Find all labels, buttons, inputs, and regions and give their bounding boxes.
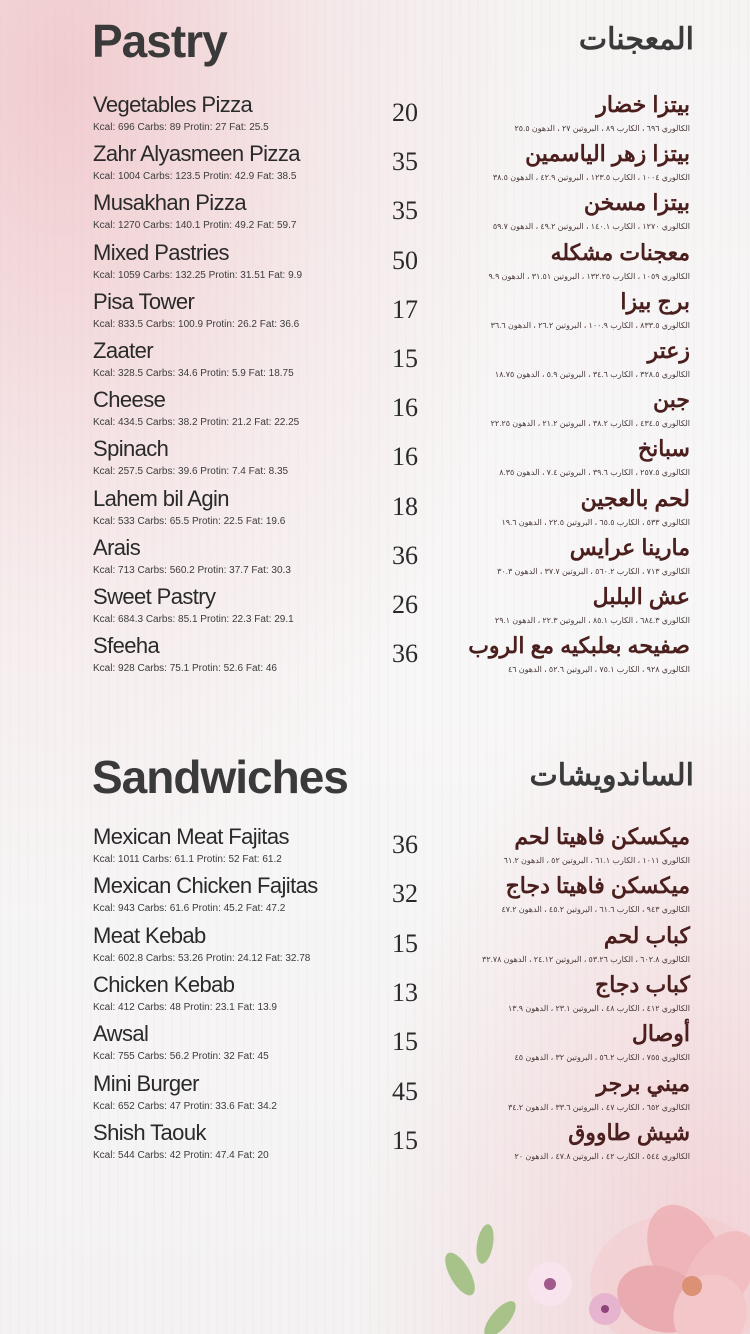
menu-item: [0, 824, 750, 872]
item-name-en: Arais: [93, 534, 141, 560]
item-price: 18: [392, 491, 418, 521]
item-name-en: Musakhan Pizza: [93, 190, 247, 216]
item-nutrition-ar: الكالوري ٧٥٥ ، الكارب ٥٦.٢ ، البروتين ٣٢ ، الدهون ٤٥: [514, 1053, 690, 1063]
item-nutrition-ar: الكالوري ٣٢٨.٥ ، الكارب ٣٤.٦ ، البروتين ٥.٩ ، الدهون ١٨.٧٥: [494, 370, 690, 379]
item-name-en: Mexican Meat Fajitas: [93, 824, 289, 849]
item-nutrition-ar: الكالوري ٦٠٢.٨ ، الكارب ٥٣.٢٦ ، البروتين ٢٤.١٢ ، الدهون ٣٢.٧٨: [482, 954, 690, 964]
item-nutrition-ar: الكالوري ٩٤٣ ، الكارب ٦١.٦ ، البروتين ٤٥.٢ ، الدهون ٤٧.٢: [501, 905, 690, 915]
item-name-ar: بيتزا زهر الياسمين: [525, 141, 690, 167]
item-name-ar: برج بيزا: [620, 288, 690, 314]
item-name-ar: زعتر: [647, 338, 690, 363]
item-name-ar: شيش طاووق: [568, 1119, 690, 1145]
item-nutrition-en: Kcal: 602.8 Carbs: 53.26 Protin: 24.12 Fat: 32.78: [93, 952, 311, 964]
item-name-en: Lahem bil Agin: [93, 485, 229, 511]
menu-item: [0, 1071, 750, 1119]
item-name-en: Pisa Tower: [93, 288, 195, 314]
item-nutrition-en: Kcal: 412 Carbs: 48 Protin: 23.1 Fat: 13.9: [93, 1001, 277, 1013]
section-title-pastry-ar: المعجنات: [578, 23, 694, 56]
item-name-ar: سبانخ: [637, 436, 690, 462]
item-name-en: Mini Burger: [93, 1070, 199, 1096]
item-price: 36: [392, 540, 418, 570]
item-nutrition-en: Kcal: 696 Carbs: 89 Protin: 27 Fat: 25.5: [93, 122, 269, 133]
item-nutrition-en: Kcal: 833.5 Carbs: 100.9 Protin: 26.2 Fat: 36.6: [93, 318, 300, 330]
item-price: 50: [392, 245, 418, 275]
item-price: 17: [392, 294, 418, 324]
item-nutrition-en: Kcal: 1270 Carbs: 140.1 Protin: 49.2 Fat: 59.7: [93, 220, 297, 232]
item-name-ar: معجنات مشكله: [550, 239, 690, 265]
item-nutrition-en: Kcal: 257.5 Carbs: 39.6 Protin: 7.4 Fat: 8.35: [93, 466, 289, 478]
item-name-ar: صفيحه بعلبكيه مع الروب: [468, 633, 690, 659]
section-title-pastry-en: Pastry: [92, 15, 227, 67]
menu-item: [0, 141, 750, 189]
item-nutrition-en: Kcal: 1004 Carbs: 123.5 Protin: 42.9 Fat: 38.5: [93, 171, 297, 183]
item-name-en: Chicken Kebab: [93, 971, 235, 997]
item-price: 45: [392, 1076, 418, 1106]
item-nutrition-ar: الكالوري ٩٢٨ ، الكارب ٧٥.١ ، البروتين ٥٢.٦ ، الدهون ٤٦: [507, 665, 690, 675]
item-nutrition-en: Kcal: 544 Carbs: 42 Protin: 47.4 Fat: 20: [93, 1149, 269, 1161]
section-title-sandwiches-en: Sandwiches: [92, 751, 348, 803]
item-name-en: Sweet Pastry: [93, 584, 216, 609]
item-nutrition-en: Kcal: 713 Carbs: 560.2 Protin: 37.7 Fat: 30.3: [93, 564, 291, 576]
leaf-icon: [439, 1223, 521, 1334]
section-title-sandwiches-ar: الساندويشات: [529, 759, 694, 792]
item-nutrition-ar: الكالوري ٥٣٣ ، الكارب ٦٥.٥ ، البروتين ٢٢.٥ ، الدهون ١٩.٦: [501, 517, 690, 527]
menu-item: [0, 289, 750, 337]
item-nutrition-en: Kcal: 652 Carbs: 47 Protin: 33.6 Fat: 34.2: [93, 1100, 277, 1112]
item-nutrition-en: Kcal: 684.3 Carbs: 85.1 Protin: 22.3 Fat: 29.1: [93, 614, 294, 625]
item-nutrition-ar: الكالوري ٧١٣ ، الكارب ٥٦٠.٢ ، البروتين ٣٧.٧ ، الدهون ٣٠.٣: [497, 566, 690, 576]
item-name-en: Mexican Chicken Fajitas: [93, 873, 318, 899]
item-name-en: Shish Taouk: [93, 1119, 206, 1145]
item-name-en: Sfeeha: [93, 633, 160, 659]
item-name-en: Zahr Alyasmeen Pizza: [93, 141, 300, 167]
menu-item: [0, 486, 750, 534]
item-price: 32: [392, 879, 418, 909]
item-nutrition-ar: الكالوري ٢٥٧.٥ ، الكارب ٣٩.٦ ، البروتين ٧.٤ ، الدهون ٨.٣٥: [499, 468, 690, 478]
item-name-en: Mixed Pastries: [93, 239, 229, 265]
menu-item: [0, 584, 750, 632]
item-name-ar: كباب دجاج: [595, 971, 690, 997]
item-price: 36: [392, 830, 418, 859]
item-nutrition-ar: الكالوري ٦٩٦ ، الكارب ٨٩ ، البروتين ٢٧ ، الدهون ٢٥.٥: [514, 124, 690, 133]
item-nutrition-ar: الكالوري ١٢٧٠ ، الكارب ١٤٠.١ ، البروتين ٤٩.٢ ، الدهون ٥٩.٧: [492, 222, 690, 232]
item-nutrition-en: Kcal: 1059 Carbs: 132.25 Protin: 31.51 Fat: 9.9: [93, 269, 303, 281]
item-nutrition-ar: الكالوري ٤٣٤.٥ ، الكارب ٣٨.٢ ، البروتين ٢١.٢ ، الدهون ٢٢.٢٥: [490, 419, 690, 429]
item-price: 20: [392, 98, 418, 127]
menu-item: [0, 190, 750, 238]
item-nutrition-ar: الكالوري ٤١٢ ، الكارب ٤٨ ، البروتين ٢٣.١ ، الدهون ١٣.٩: [507, 1003, 690, 1013]
item-name-ar: ميني برجر: [596, 1070, 690, 1096]
item-nutrition-ar: الكالوري ٦٥٢ ، الكارب ٤٧ ، البروتين ٣٣.٦ ، الدهون ٣٤.٢: [507, 1102, 690, 1112]
menu-item: [0, 535, 750, 583]
item-nutrition-ar: الكالوري ١٠١١ ، الكارب ٦١.١ ، البروتين ٥٢ ، الدهون ٦١.٢: [503, 856, 690, 865]
menu-item: [0, 923, 750, 971]
item-nutrition-en: Kcal: 434.5 Carbs: 38.2 Protin: 21.2 Fat: 22.25: [93, 417, 300, 429]
menu-item: [0, 1021, 750, 1069]
item-name-ar: بيتزا مسخن: [583, 190, 690, 216]
item-nutrition-en: Kcal: 1011 Carbs: 61.1 Protin: 52 Fat: 61.2: [93, 854, 282, 865]
item-nutrition-ar: الكالوري ٦٨٤.٣ ، الكارب ٨٥.١ ، البروتين ٢٢.٣ ، الدهون ٢٩.١: [494, 616, 690, 625]
item-nutrition-en: Kcal: 328.5 Carbs: 34.6 Protin: 5.9 Fat: 18.75: [93, 368, 294, 379]
item-name-en: Zaater: [93, 338, 153, 363]
item-price: 13: [392, 977, 418, 1007]
item-nutrition-en: Kcal: 533 Carbs: 65.5 Protin: 22.5 Fat: 19.6: [93, 515, 286, 527]
item-nutrition-ar: الكالوري ٥٤٤ ، الكارب ٤٢ ، البروتين ٤٧.٨ ، الدهون ٢٠: [514, 1151, 690, 1161]
menu-item: [0, 972, 750, 1020]
item-price: 26: [392, 590, 418, 619]
menu-item: [0, 92, 750, 140]
item-price: 15: [392, 928, 418, 958]
item-name-en: Meat Kebab: [93, 922, 206, 948]
item-price: 35: [392, 196, 418, 226]
item-nutrition-ar: الكالوري ٨٣٣.٥ ، الكارب ١٠٠.٩ ، البروتين ٢٦.٢ ، الدهون ٣٦.٦: [490, 320, 690, 330]
item-name-en: Spinach: [93, 436, 169, 462]
item-price: 35: [392, 147, 418, 177]
item-name-ar: ميكسكن فاهيتا دجاج: [505, 873, 690, 899]
menu-item: [0, 338, 750, 386]
menu-item: [0, 633, 750, 681]
item-nutrition-en: Kcal: 755 Carbs: 56.2 Protin: 32 Fat: 45: [93, 1051, 269, 1063]
item-nutrition-ar: الكالوري ١٠٠٤ ، الكارب ١٢٣.٥ ، البروتين ٤٢.٩ ، الدهون ٣٨.٥: [492, 173, 690, 183]
item-name-en: Vegetables Pizza: [93, 92, 253, 117]
item-price: 15: [392, 1125, 418, 1155]
item-name-ar: بيتزا خضار: [596, 92, 690, 117]
item-price: 16: [392, 393, 418, 423]
item-name-ar: أوصال: [631, 1021, 690, 1047]
item-nutrition-en: Kcal: 943 Carbs: 61.6 Protin: 45.2 Fat: 47.2: [93, 903, 286, 915]
item-nutrition-en: Kcal: 928 Carbs: 75.1 Protin: 52.6 Fat: 46: [93, 663, 277, 675]
item-name-ar: ميكسكن فاهيتا لحم: [514, 824, 690, 849]
menu-item: [0, 873, 750, 921]
item-name-ar: جبن: [653, 387, 690, 413]
item-name-en: Awsal: [93, 1021, 149, 1047]
item-name-ar: لحم بالعجين: [580, 485, 690, 511]
menu-item: [0, 387, 750, 435]
item-name-ar: كباب لحم: [603, 922, 690, 948]
item-price: 36: [392, 639, 418, 669]
floral-corner-decoration: [430, 1134, 750, 1334]
item-name-en: Cheese: [93, 387, 166, 413]
item-name-ar: عش البلبل: [592, 584, 690, 609]
item-nutrition-ar: الكالوري ١٠٥٩ ، الكارب ١٣٢.٢٥ ، البروتين ٣١.٥١ ، الدهون ٩.٩: [488, 271, 690, 281]
item-price: 16: [392, 442, 418, 472]
item-price: 15: [392, 1027, 418, 1057]
menu-item: [0, 240, 750, 288]
item-price: 15: [392, 344, 418, 373]
menu-item: [0, 436, 750, 484]
item-name-ar: مارينا عرايس: [569, 534, 690, 560]
